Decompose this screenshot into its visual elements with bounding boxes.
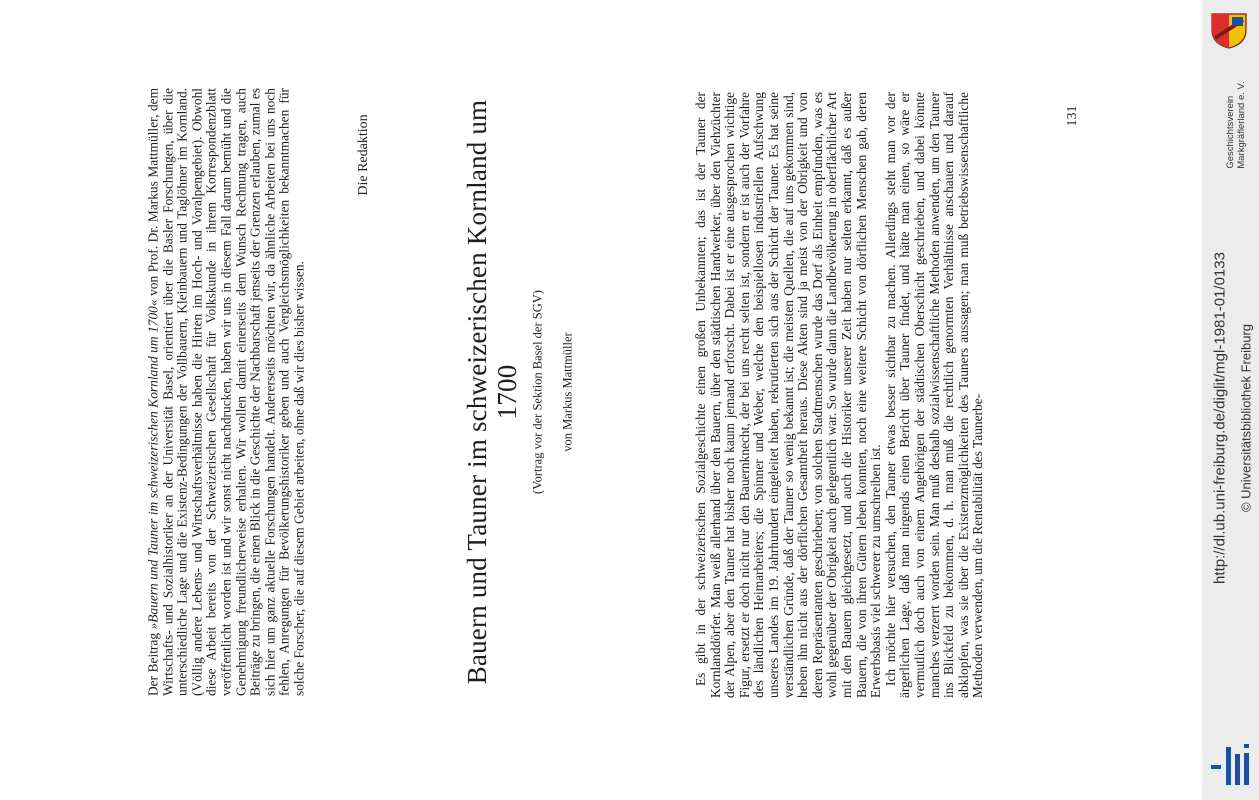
university-library-logo-icon <box>1208 744 1256 790</box>
article-title: Bauern und Tauner im schweizerischen Kornland um 1700 <box>462 99 522 685</box>
society-crest-icon <box>1206 8 1252 50</box>
editorial-signature: Die Redaktion <box>356 114 371 196</box>
intro-body: von Prof. Dr. Markus Mattmüller, dem Wirtschafts- und Sozialhistoriker an der Universität Basel, orientiert über die Basler Forschungen, über die unterschiedliche Lage und die Existenz-Bedingungen der Vollbauern, Kleinbauern und Taglöhner im Kornland. (Völlig andere Lebens- und Wirtschaftsverhältnisse haben die Hirten im Hoch- und Voralpengebiet). Obwohl diese Arbeit bereits von der Schweizerischen Gesellschaft für Volkskunde in ihrem Korrespondenzblatt veröffentlicht worden ist und wir sonst nicht nachdrucken, haben wir uns in diesem Fall darum bemüht und die Genehmigung freundlicherweise erhalten. Wir wollen damit einerseits dem Wunsch Rechnung tragen, auch Beiträge zu bringen, die einen Blick in die Geschichte der Nachbarschaft jenseits der Grenzen erlauben, zumal es sich hier um ganz aktuelle Forschungen handelt. Andererseits möchten wir, da ähnliche Arbeiten bei uns noch fehlen, Anregungen für Bevölkerungshistoriker geben und auch Vergleichsmöglichkeiten bekanntmachen für solche Forscher, die auf diesem Gebiet arbeiten, ohne daß wir dies bisher wissen. <box>145 88 307 696</box>
editorial-intro <box>147 88 308 696</box>
society-name <box>1225 81 1247 168</box>
library-copyright: © Universitätsbibliothek Freiburg <box>1238 323 1254 513</box>
article-paragraph-2: Ich möchte hier versuchen, den Tauner etwas besser sichtbar zu machen. Allerdings steht man vor der ärgerlichen Lage, daß man nirgends einen Bericht über Tauner findet, und hätte man einen, so wäre er vermutlich doch auch von einem Angehörigen der städtischen Oberschicht geschrieben, und dabei könnte manches verzerrt worden sein. Man muß deshalb sozialwissenschaftliche Methoden anwenden, um den Tauner ins Blickfeld zu bekommen, d. h. man muß die rechtlich genormten Verhältnisse anschauen und darauf abklopfen, was sie über die Existenzmöglichkeiten des Tauners aussagen; man muß betriebswissenschaftliche Methoden verwenden, um die Rentabilität des Taunerbe- <box>882 92 986 698</box>
society-name-line-2: Markgräflerland e. V. <box>1236 81 1247 169</box>
intro-lead: Der Beitrag <box>145 629 161 696</box>
article-author: von Markus Mattmüller <box>560 332 575 452</box>
intro-article-title: »Bauern und Tauner im schweizerischen Kornland um 1700« <box>145 299 161 630</box>
article-paragraph-1: Es gibt in der schweizerischen Sozialgeschichte einen großen Unbekannten; das ist der Tauner der Kornlanddörfer. Man weiß allerhand über den Bauern, über den städtischen Handwerker, über den Viehzüchter der Alpen, aber den Tauner hat bisher noch kaum jemand erforscht. Dabei ist er eine ausgesprochen wichtige Figur, ersetzt er doch nicht nur den Bauernknecht, der bei uns recht selten ist, sondern er ist auch der Vorfahre des ländlichen Heimarbeiters; die Spinner und Weber, welche den beispiellosen industriellen Aufschwung unseres Landes im 19. Jahrhundert eingeleitet haben, rekrutierten sich aus der Schicht der Tauner. Es hat seine verständlichen Gründe, daß der Tauner so wenig bekannt ist; die meisten Quellen, die auf uns gekommen sind, heben ihn nicht aus der dörflichen Gesamtheit heraus. Diese Akten sind ja meist von der Obrigkeit und von deren Repräsentanten geschrieben; von solchen Stadtmenschen wurde das Dorf als Einheit empfunden, was es wohl gegenüber der Obrigkeit auch gelegentlich war. So wurde dann die Landbevölkerung in oberflächlicher Art mit den Bauern gleichgesetzt, und auch die Historiker unserer Zeit haben nur selten erkannt, daß es außer Bauern, die von ihren Gütern leben konnten, noch eine weitere Schicht von dörflichen Menschen gab, deren Erwerbsbasis viel schwerer zu umschreiben ist. <box>693 92 884 698</box>
article-subtitle: (Vortrag vor der Sektion Basel der SGV) <box>530 290 545 494</box>
page-number: 131 <box>1065 105 1080 127</box>
society-name-line-1: Geschichtsverein <box>1225 95 1236 169</box>
document-url-link[interactable]: http://dl.ub.uni-freiburg.de/diglit/mgl-1981-01/0133 <box>1211 252 1229 584</box>
article-body <box>694 92 986 698</box>
